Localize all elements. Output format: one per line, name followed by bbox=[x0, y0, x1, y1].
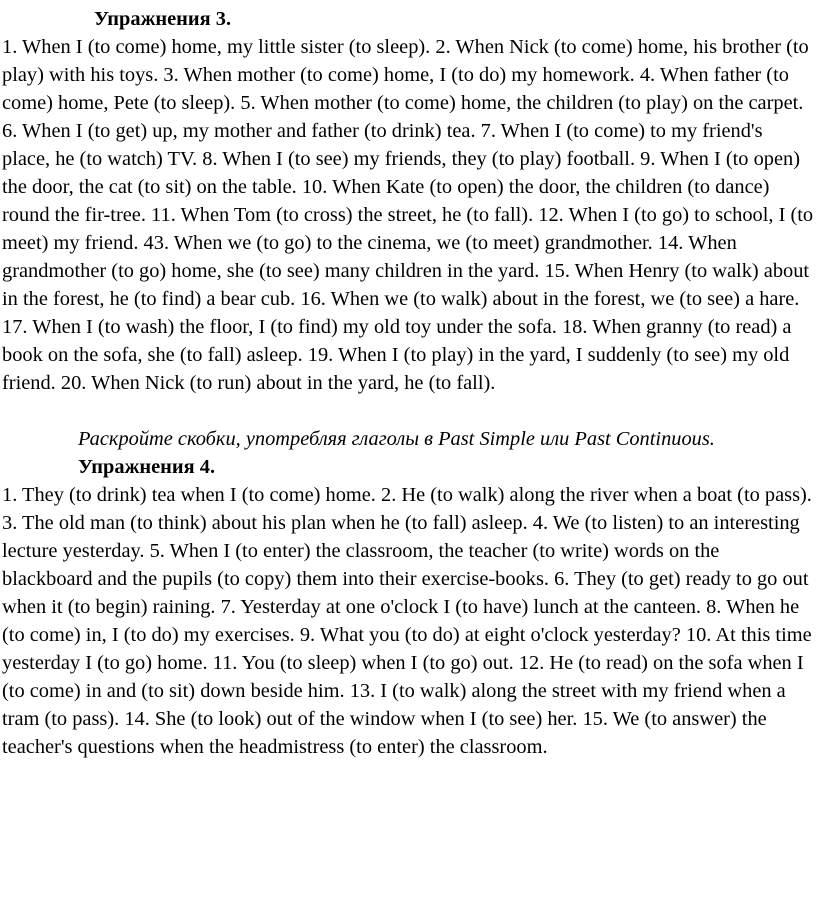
exercise-4-text: 1. They (to drink) tea when I (to come) home. 2. He (to walk) along the river when a boat (to pass). 3. The old man (to think) about his plan when he (to fall) asleep. 4. We (to listen) to an interesting lecture yesterday. 5. When I (to enter) the classroom, the teacher (to write) words on the blackboard and the pupils (to copy) them into their exercise-books. 6. They (to get) ready to go out when it (to begin) raining. 7. Yesterday at one o'clock I (to have) lunch at the canteen. 8. When he (to come) in, I (to do) my exercises. 9. What you (to do) at eight o'clock yesterday? 10. At this time yesterday I (to go) home. 11. You (to sleep) when I (to go) out. 12. He (to read) on the sofa when I (to come) in and (to sit) down beside him. 13. I (to walk) along the street with my friend when a tram (to pass). 14. She (to look) out of the window when I (to see) her. 15. We (to answer) the teacher's questions when the headmistress (to enter) the classroom. bbox=[2, 484, 812, 758]
exercise-3-text: 1. When I (to come) home, my little sister (to sleep). 2. When Nick (to come) home, his brother (to play) with his toys. 3. When mother (to come) home, I (to do) my homework. 4. When father (to come) home, Pete (to sleep). 5. When mother (to come) home, the children (to play) on the carpet. 6. When I (to get) up, my mother and father (to drink) tea. 7. When I (to come) to my friend's place, he (to watch) TV. 8. When I (to see) my friends, they (to play) football. 9. When I (to open) the door, the cat (to sit) on the table. 10. When Kate (to open) the door, the children (to dance) round the fir-tree. 11. When Tom (to cross) the street, he (to fall). 12. When I (to go) to school, I (to meet) my friend. 43. When we (to go) to the cinema, we (to meet) grandmother. 14. When grandmother (to go) home, she (to see) many children in the yard. 15. When Henry (to walk) about in the forest, he (to find) a bear cub. 16. When we (to walk) about in the forest, we (to see) a hare. 17. When I (to wash) the floor, I (to find) my old toy under the sofa. 18. When granny (to read) a book on the sofa, she (to fall) asleep. 19. When I (to play) in the yard, I suddenly (to see) my old friend. 20. When Nick (to run) about in the yard, he (to fall). bbox=[2, 36, 814, 394]
exercise-4-heading: Упражнения 4. bbox=[78, 456, 216, 478]
instruction-text: Раскройте скобки, употребляя глаголы в Past Simple или Past Continuous. bbox=[78, 428, 715, 450]
document-page bbox=[2, 5, 814, 761]
spacer bbox=[2, 397, 814, 425]
exercise-3-heading: Упражнения 3. bbox=[94, 8, 232, 30]
